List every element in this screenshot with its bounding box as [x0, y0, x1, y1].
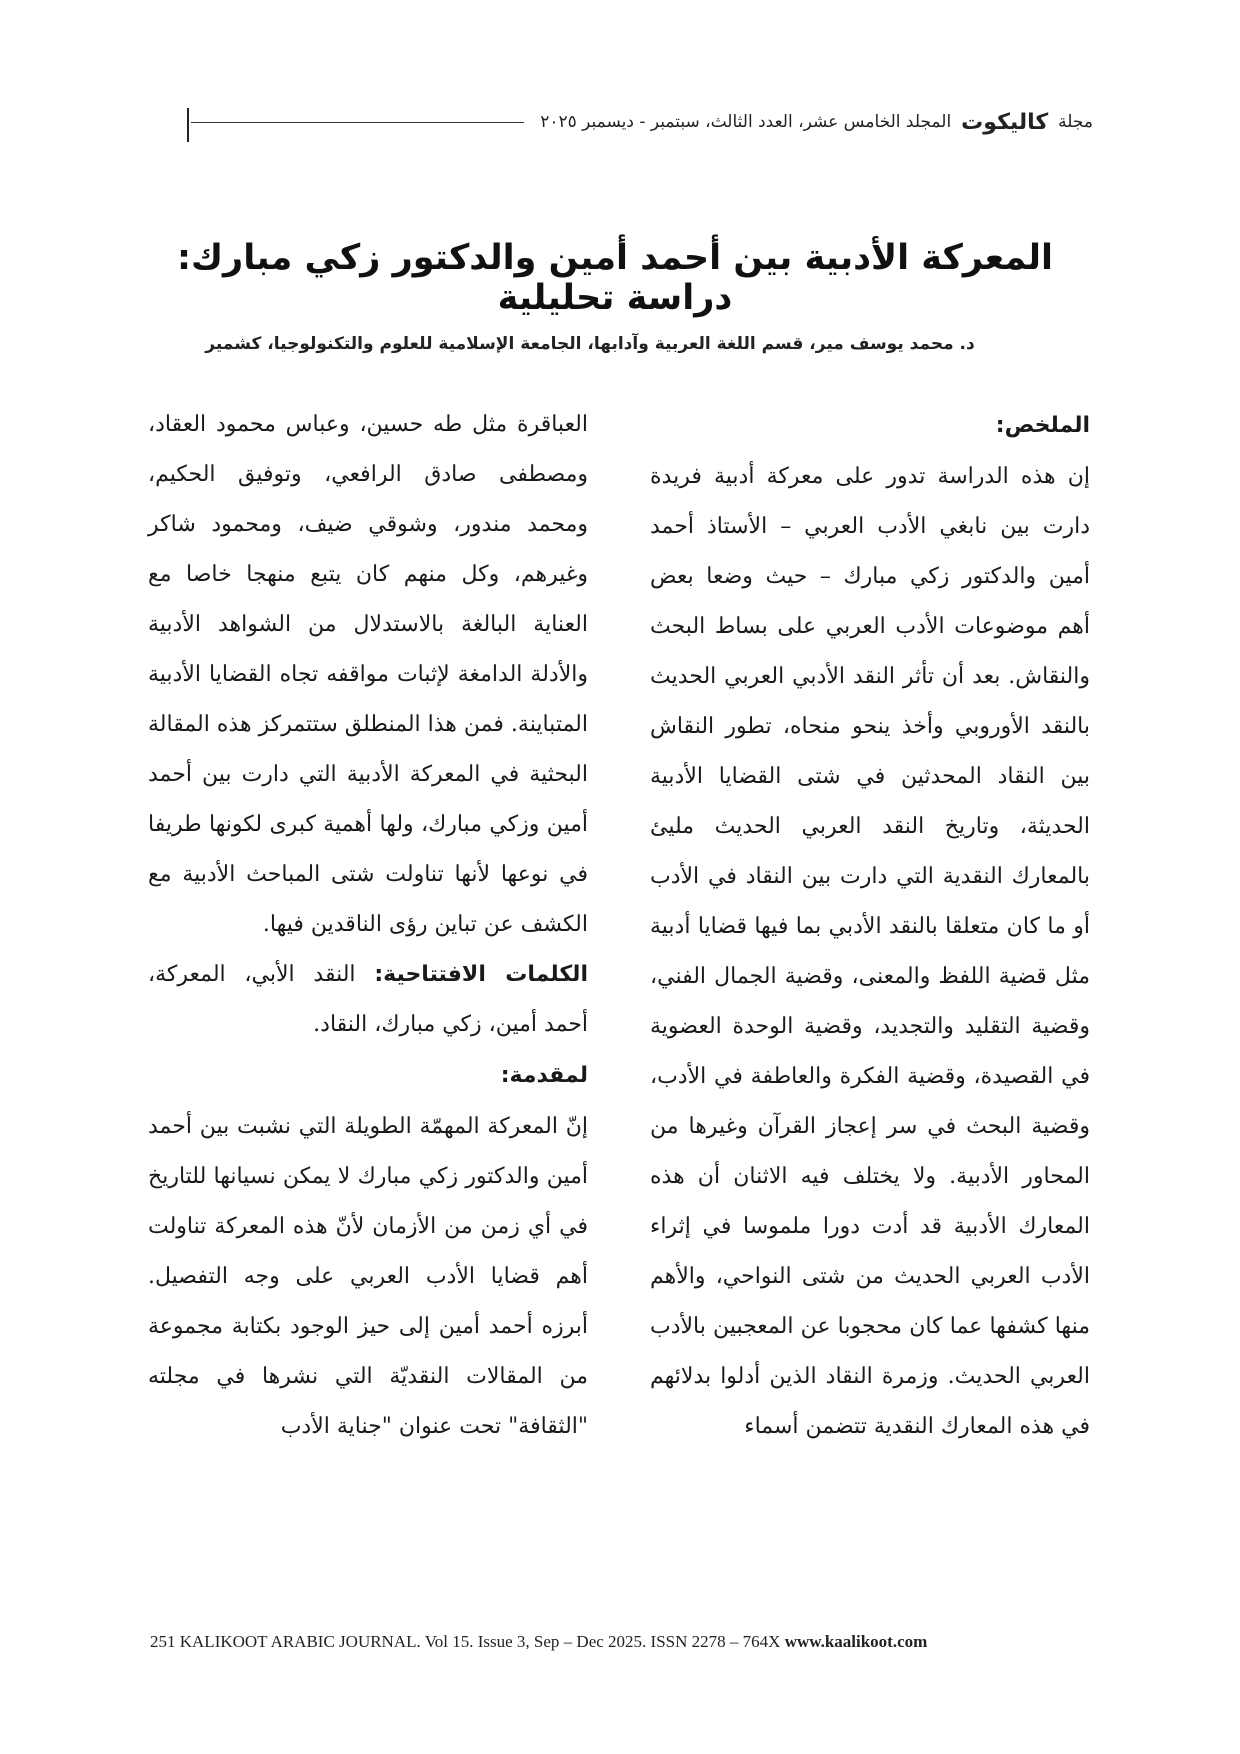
page-footer	[150, 1632, 1090, 1652]
right-column	[650, 400, 1090, 1452]
article-title: المعركة الأدبية بين أحمد أمين والدكتور زكي مبارك: دراسة تحليلية	[176, 238, 1054, 318]
header-prefix: مجلة	[1058, 112, 1093, 132]
keywords-text: النقد الأبي، المعركة، أحمد أمين، زكي مبارك، النقاد.	[148, 962, 588, 1037]
left-column	[148, 400, 588, 1452]
journal-logo: كاليكوت	[961, 109, 1049, 135]
abstract-heading: الملخص:	[995, 413, 1090, 438]
author-affiliation: د. محمد يوسف مير، قسم اللغة العربية وآدابها، الجامعة الإسلامية للعلوم والتكنولوجيا، كشمير	[205, 334, 975, 354]
abstract-continuation: العباقرة مثل طه حسين، وعباس محمود العقاد، ومصطفى صادق الرافعي، وتوفيق الحكيم، ومحمد مندور، وشوقي ضيف، ومحمود شاكر وغيرهم، وكل منهم كان يتبع منهجا خاصا مع العناية البالغة بالاستدلال من الشواهد الأدبية والأدلة الدامغة لإثبات مواقفه تجاه القضايا الأدبية المتباينة. فمن هذا المنطلق ستتمركز هذه المقالة البحثية في المعركة الأدبية التي دارت بين أحمد أمين وزكي مبارك، ولها أهمية كبرى لكونها طريفا في نوعها لأنها تناولت شتى المباحث الأدبية مع الكشف عن تباين رؤى الناقدين فيها.	[148, 412, 588, 937]
issue-info: المجلد الخامس عشر، العدد الثالث، سبتمبر - ديسمبر ٢٠٢٥	[540, 112, 952, 132]
header-rule	[191, 122, 524, 123]
running-header	[185, 104, 1093, 140]
keywords-paragraph	[148, 950, 588, 1050]
keywords-label: الكلمات الافتتاحية:	[374, 962, 588, 987]
footer-citation: 251 KALIKOOT ARABIC JOURNAL. Vol 15. Issue 3, Sep – Dec 2025. ISSN 2278 – 764X	[150, 1632, 781, 1651]
abstract-text: إن هذه الدراسة تدور على معركة أدبية فريدة دارت بين نابغي الأدب العربي – الأستاذ أحمد أمين والدكتور زكي مبارك – حيث وضعا بعض أهم موضوعات الأدب العربي على بساط البحث والنقاش. بعد أن تأثر النقد الأدبي العربي الحديث بالنقد الأوروبي وأخذ ينحو منحاه، تطور النقاش بين النقاد المحدثين في شتى القضايا الأدبية الحديثة، وتاريخ النقد العربي الحديث مليئ بالمعارك النقدية التي دارت بين النقاد في الأدب أو ما كان متعلقا بالنقد الأدبي بما فيها قضايا أدبية مثل قضية اللفظ والمعنى، وقضية الجمال الفني، وقضية التقليد والتجديد، وقضية الوحدة العضوية في القصيدة، وقضية الفكرة والعاطفة في الأدب، وقضية البحث في سر إعجاز القرآن وغيرها من المحاور الأدبية. ولا يختلف فيه الاثنان أن هذه المعارك الأدبية قد أدت دورا ملموسا في إثراء الأدب العربي الحديث من شتى النواحي، والأهم منها كشفها عما كان محجوبا عن المعجبين بالأدب العربي الحديث. وزمرة النقاد الذين أدلوا بدلائهم في هذه المعارك النقدية تتضمن أسماء	[650, 464, 1090, 1439]
introduction-heading: لمقدمة:	[500, 1063, 588, 1088]
introduction-text: إنّ المعركة المهمّة الطويلة التي نشبت بين أحمد أمين والدكتور زكي مبارك لا يمكن نسيانها للتاريخ في أي زمن من الأزمان لأنّ هذه المعركة تناولت أهم قضايا الأدب العربي على وجه التفصيل. أبرزه أحمد أمين إلى حيز الوجود بكتابة مجموعة من المقالات النقديّة التي نشرها في مجلته "الثقافة" تحت عنوان "جناية الأدب	[148, 1114, 588, 1439]
header-vertical-bar	[187, 108, 189, 142]
footer-website: www.kaalikoot.com	[784, 1632, 928, 1651]
